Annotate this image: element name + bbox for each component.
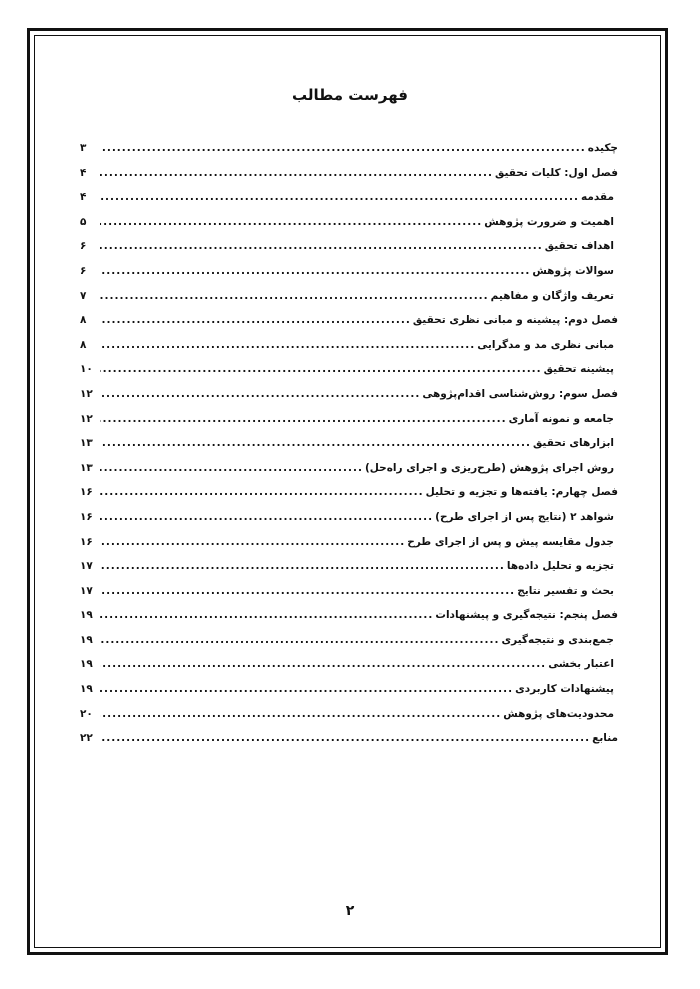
toc-entry[interactable] [80,658,618,683]
toc-entry-page: ۱۷ [80,584,93,597]
toc-entry-page: ۱۳ [80,461,93,474]
toc-entry-label: تعریف واژگان و مفاهیم [490,289,614,302]
toc-entry[interactable] [80,290,618,315]
toc-entry-page: ۵ [80,215,87,228]
toc-entry-page: ۱۳ [80,437,93,450]
toc-entry-page: ۸ [80,338,87,351]
toc-entry[interactable] [80,560,618,585]
toc-entry-label: فصل سوم: روش‌شناسی اقدام‌پژوهی [422,387,618,400]
toc-entry-page: ۱۶ [80,486,93,499]
toc-entry-label: جدول مقایسه پیش و پس از اجرای طرح [407,535,614,548]
toc-entry-label: پیشینه تحقیق [543,363,614,376]
toc-entry-label: منابع [592,732,618,745]
toc-entry-page: ۱۶ [80,510,93,523]
page-title: فهرست مطالب [292,86,408,104]
toc-entry[interactable] [80,732,618,757]
toc-leader-dots [100,585,515,597]
toc-leader-dots [100,732,590,744]
toc-leader-dots [100,708,501,720]
toc-entry-page: ۱۶ [80,535,93,548]
toc-leader-dots [100,363,542,375]
toc-entry[interactable] [80,708,618,733]
toc-leader-dots [100,634,499,646]
toc-entry[interactable] [80,486,618,511]
toc-leader-dots [100,240,543,252]
page-number: ۲ [345,903,355,919]
toc-entry-label: بحث و تفسیر نتایج [517,584,614,597]
toc-entry-page: ۲۲ [80,732,93,745]
toc-leader-dots [100,658,546,670]
toc-entry-page: ۱۷ [80,560,93,573]
table-of-contents [80,142,618,757]
toc-entry-label: فصل پنجم: نتیجه‌گیری و پیشنهادات [435,609,618,622]
toc-entry[interactable] [80,511,618,536]
toc-entry-label: جمع‌بندی و نتیجه‌گیری [501,633,614,646]
toc-entry-page: ۱۰ [80,363,93,376]
toc-entry[interactable] [80,536,618,561]
toc-entry-label: فصل چهارم: یافته‌ها و تجزیه و تحلیل [425,486,618,499]
toc-entry[interactable] [80,265,618,290]
toc-entry-label: مقدمه [581,191,614,204]
toc-leader-dots [100,290,489,302]
toc-entry-label: محدودیت‌های پژوهش [503,707,614,720]
toc-entry-page: ۲۰ [80,707,93,720]
toc-entry[interactable] [80,363,618,388]
toc-entry[interactable] [80,314,618,339]
toc-entry[interactable] [80,634,618,659]
toc-entry[interactable] [80,437,618,462]
toc-leader-dots [100,142,586,154]
toc-leader-dots [100,511,433,523]
toc-entry-label: اهمیت و ضرورت پژوهش [484,215,614,228]
toc-entry[interactable] [80,388,618,413]
toc-leader-dots [100,462,363,474]
toc-entry-label: فصل اول: کلیات تحقیق [495,166,618,179]
toc-leader-dots [100,536,405,548]
toc-leader-dots [100,339,475,351]
toc-entry[interactable] [80,339,618,364]
toc-entry-label: شواهد ۲ (نتایج پس از اجرای طرح) [435,510,614,523]
toc-entry-label: اعتبار بخشی [548,658,614,671]
toc-entry[interactable] [80,216,618,241]
toc-leader-dots [100,216,482,228]
toc-entry-page: ۴ [80,166,87,179]
toc-leader-dots [100,191,579,203]
toc-entry-page: ۶ [80,264,87,277]
toc-entry-label: سوالات پژوهش [532,264,614,277]
toc-entry-page: ۴ [80,191,87,204]
toc-entry-page: ۱۹ [80,658,93,671]
toc-entry-label: چکیده [587,142,618,154]
toc-leader-dots [100,265,530,277]
toc-entry[interactable] [80,167,618,192]
toc-leader-dots [100,388,420,400]
toc-entry-page: ۱۹ [80,683,93,696]
toc-entry[interactable] [80,683,618,708]
toc-entry-label: جامعه و نمونه آماری [508,412,614,425]
toc-leader-dots [100,609,433,621]
toc-entry-page: ۱۲ [80,387,93,400]
toc-entry-page: ۱۲ [80,412,93,425]
toc-entry-label: مبانی نظری مد و مدگرایی [477,338,614,351]
toc-leader-dots [100,413,507,425]
toc-entry-page: ۸ [80,314,87,327]
toc-leader-dots [100,314,411,326]
toc-entry-page: ۶ [80,240,87,253]
toc-entry-page: ۱۹ [80,609,93,622]
toc-entry-label: فصل دوم: پیشینه و مبانی نظری تحقیق [412,314,618,327]
toc-entry[interactable] [80,142,618,167]
toc-leader-dots [100,683,513,695]
toc-entry[interactable] [80,413,618,438]
toc-entry[interactable] [80,609,618,634]
toc-entry-label: پیشنهادات کاربردی [515,683,614,696]
toc-entry[interactable] [80,191,618,216]
toc-leader-dots [100,167,493,179]
toc-entry-label: ابزارهای تحقیق [532,437,614,450]
toc-entry-label: اهداف تحقیق [544,240,614,253]
toc-entry[interactable] [80,585,618,610]
toc-entry[interactable] [80,462,618,487]
toc-entry-page: ۱۹ [80,633,93,646]
toc-entry-page: ۳ [80,142,87,154]
toc-entry-label: روش اجرای پژوهش (طرح‌ریزی و اجرای راه‌حل) [365,461,614,474]
toc-entry-label: تجزیه و تحلیل داده‌ها [506,560,614,573]
toc-leader-dots [100,486,424,498]
toc-leader-dots [100,560,505,572]
toc-entry-page: ۷ [80,289,87,302]
toc-leader-dots [100,437,531,449]
toc-entry[interactable] [80,240,618,265]
